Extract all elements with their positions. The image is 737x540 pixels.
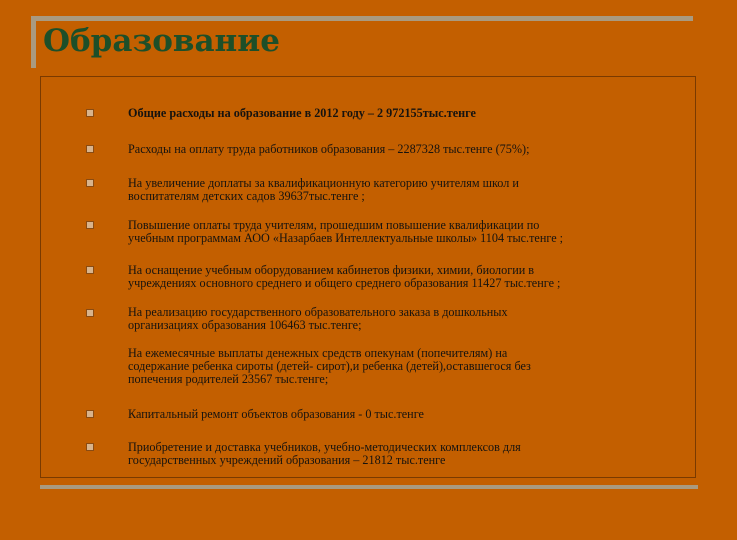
- list-item-line: учреждениях основного среднего и общего среднего образования 11427 тыс.тенге ;: [128, 276, 561, 290]
- list-item: [128, 107, 673, 120]
- list-item: [128, 177, 673, 203]
- list-item: [128, 306, 673, 332]
- bullet-icon: [86, 410, 94, 418]
- list-item: [128, 408, 673, 421]
- bullet-icon: [86, 179, 94, 187]
- bullet-icon: [86, 443, 94, 451]
- bottom-frame-line: [40, 485, 698, 489]
- list-item-line: содержание ребенка сироты (детей- сирот),и ребенка (детей),оставшегося без: [128, 359, 531, 373]
- list-item-line: Расходы на оплату труда работников образования – 2287328 тыс.тенге (75%);: [128, 142, 530, 156]
- list-item: [128, 143, 673, 156]
- list-item-line: организациях образования 106463 тыс.тенге;: [128, 318, 362, 332]
- list-item: [128, 347, 673, 386]
- list-item: [128, 264, 673, 290]
- title-frame-top: [31, 16, 693, 21]
- bullet-icon: [86, 221, 94, 229]
- bullet-icon: [86, 109, 94, 117]
- list-item: [128, 219, 673, 245]
- list-item-line: Капитальный ремонт объектов образования - 0 тыс.тенге: [128, 407, 424, 421]
- list-item-line: учебным программам АОО «Назарбаев Интеллектуальные школы» 1104 тыс.тенге ;: [128, 231, 564, 245]
- list-item-line: Приобретение и доставка учебников, учебно-методических комплексов для: [128, 440, 521, 454]
- list-item: [128, 441, 673, 467]
- list-item-line: На увеличение доплаты за квалификационную категорию учителям школ и: [128, 176, 519, 190]
- bullet-icon: [86, 309, 94, 317]
- page-title: Образование: [43, 23, 280, 59]
- list-item-line: Повышение оплаты труда учителям, прошедшим повышение квалификации по: [128, 218, 540, 232]
- list-item-line: На ежемесячные выплаты денежных средств опекунам (попечителям) на: [128, 346, 508, 360]
- list-item-line: Общие расходы на образование в 2012 году – 2 972155тыс.тенге: [128, 106, 476, 120]
- list-item-line: попечения родителей 23567 тыс.тенге;: [128, 372, 329, 386]
- list-item-line: государственных учреждений образования – 21812 тыс.тенге: [128, 453, 446, 467]
- bullet-icon: [86, 145, 94, 153]
- list-item-line: На оснащение учебным оборудованием кабинетов физики, химии, биологии в: [128, 263, 535, 277]
- list-item-line: На реализацию государственного образовательного заказа в дошкольных: [128, 305, 508, 319]
- title-frame-left: [31, 16, 36, 68]
- list-item-line: воспитателям детских садов 39637тыс.тенге ;: [128, 189, 365, 203]
- bullet-icon: [86, 266, 94, 274]
